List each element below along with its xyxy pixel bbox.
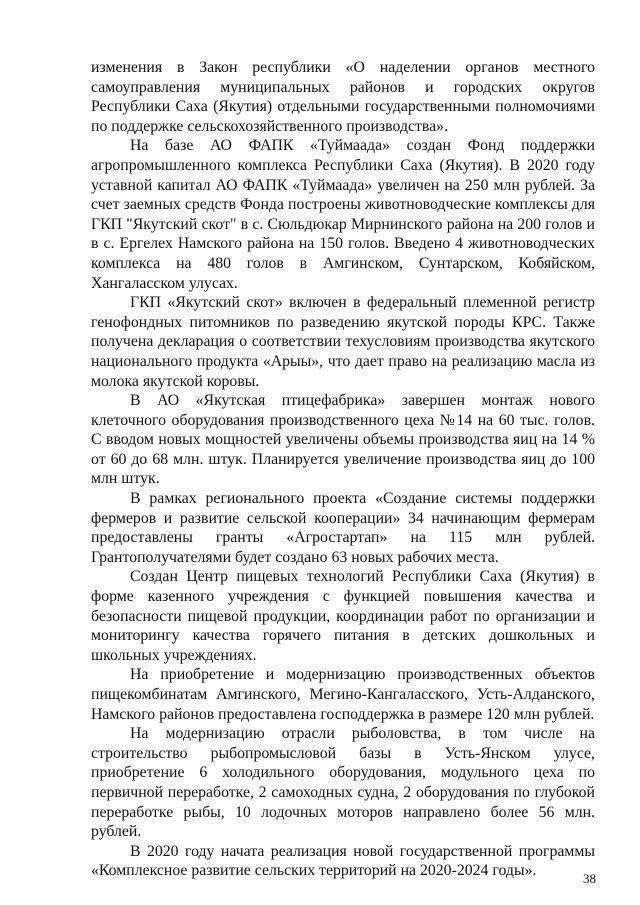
paragraph-4: В АО «Якутская птицефабрика» завершен монтаж нового клеточного оборудования производственного цеха №14 на 60 тыс. голов. С вводом новых мощностей увеличены объемы производства яиц на 14 % от 60 до 68 млн. штук. Планируется увеличение производства яиц до 100 млн штук. (91, 392, 595, 488)
page-number: 38 (583, 871, 596, 886)
paragraph-3: ГКП «Якутский скот» включен в федеральный племенной регистр генофондных питомников по разведению якутской породы КРС. Также получена декларация о соответствии техусловиям производства якутского национального продукта «Арыы», что дает право на реализацию масла из молока якутской коровы. (91, 294, 595, 390)
page-body-text (91, 58, 595, 881)
paragraph-7: На приобретение и модернизацию производственных объектов пищекомбинатам Амгинского, Мегино-Кангаласского, Усть-Алданского, Намского районов предоставлена господдержка в размере 120 млн рублей. (91, 666, 595, 723)
paragraph-2: На базе АО ФАПК «Туймаада» создан Фонд поддержки агропромышленного комплекса Республики Саха (Якутия). В 2020 году уставной капитал АО ФАПК «Туймаада» увеличен на 250 млн рублей. За счет заемных средств Фонда построены животноводческие комплексы для ГКП "Якутский скот" в с. Сюльдюкар Мирнинского района на 200 голов и в с. Ергелех Намского района на 150 голов. Введено 4 животноводческих комплекса на 480 голов в Амгинском, Сунтарском, Кобяйском, Хангаласском улусах. (91, 137, 595, 292)
paragraph-5: В рамках регионального проекта «Создание системы поддержки фермеров и развитие сельской кооперации» 34 начинающим фермерам предоставлены гранты «Агростартап» на 115 млн рублей. Грантополучателями будет создано 63 новых рабочих места. (91, 490, 595, 566)
paragraph-1: изменения в Закон республики «О наделении органов местного самоуправления муниципальных районов и городских округов Республики Саха (Якутия) отдельными государственными полномочиями по поддержке сельскохозяйственного производства». (91, 59, 595, 135)
paragraph-9: В 2020 году начата реализация новой государственной программы «Комплексное развитие сельских территорий на 2020-2024 годы». (91, 842, 595, 880)
paragraph-6: Создан Центр пищевых технологий Республики Саха (Якутия) в форме казенного учреждения с функцией повышения качества и безопасности пищевой продукции, координации работ по организации и мониторингу качества горячего питания в детских дошкольных и школьных учреждениях. (91, 568, 595, 664)
paragraph-8: На модернизацию отрасли рыболовства, в том числе на строительство рыбопромысловой базы в Усть-Янском улусе, приобретение 6 холодильного оборудования, модульного цеха по первичной переработке, 2 самоходных судна, 2 оборудования по глубокой переработке рыбы, 10 лодочных моторов направлено более 56 млн. рублей. (91, 725, 595, 841)
